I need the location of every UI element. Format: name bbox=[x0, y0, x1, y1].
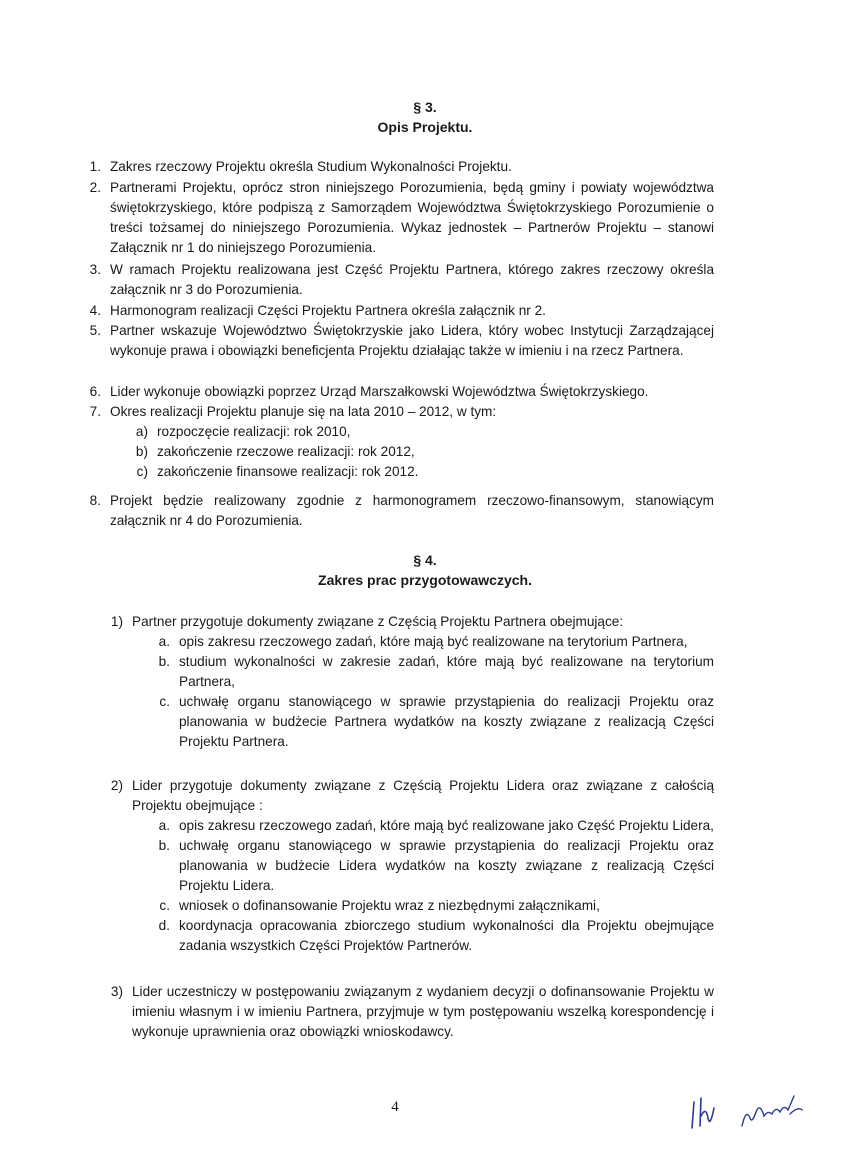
sublist-item-text: wniosek o dofinansowanie Projektu wraz z niezbędnymi załącznikami, bbox=[179, 898, 600, 913]
sublist-item-letter: c. bbox=[159, 898, 170, 913]
sublist-item bbox=[110, 442, 714, 462]
sublist bbox=[132, 816, 714, 956]
list-item-number: 4. bbox=[89, 303, 101, 318]
list-item-text bbox=[132, 612, 714, 752]
list-item bbox=[103, 776, 714, 956]
list-item-number: 3. bbox=[89, 262, 101, 277]
sublist-item-text: studium wykonalności w zakresie zadań, które mają być realizowane na terytorium Partnera, bbox=[179, 654, 714, 689]
list-item bbox=[84, 321, 714, 361]
sublist-item-letter: a. bbox=[158, 818, 170, 833]
section-4-heading: § 4. bbox=[413, 552, 437, 568]
list-item-text: Partnerami Projektu, oprócz stron niniejszego Porozumienia, będą gminy i powiaty województwa świętokrzyskiego, które podpiszą z Samorządem Województwa Świętokrzyskiego Porozumienie o treści tożsamej do niniejszego Porozumienia. Wykaz jednostek – Partnerów Projektu – stanowi Załącznik nr 1 do niniejszego Porozumienia. bbox=[110, 180, 714, 255]
list-item-text: Lider uczestniczy w postępowaniu związanym z wydaniem decyzji o dofinansowanie Projektu w imieniu własnym i w imieniu Partnera, przyjmuje w tym postępowaniu wszelką korespondencję i wykonuje uprawnienia oraz obowiązki wnioskodawcy. bbox=[132, 984, 714, 1039]
sublist-item-letter: b) bbox=[135, 444, 148, 459]
list-item-number: 3) bbox=[110, 984, 123, 999]
section-3-heading: § 3. bbox=[413, 99, 437, 115]
section-4-title: Zakres prac przygotowawczych. bbox=[318, 572, 532, 588]
list-item bbox=[84, 382, 714, 402]
sublist-item-text: koordynacja opracowania zbiorczego studium wykonalności dla Projektu obejmujące zadania wszystkich Części Projektów Partnerów. bbox=[179, 918, 714, 953]
list-item bbox=[84, 491, 714, 531]
sublist-item-text: uchwałę organu stanowiącego w sprawie przystąpienia do realizacji Projektu oraz planowania w budżecie Lidera wydatków na koszty związane z realizacją Części Projektu Lidera. bbox=[179, 838, 714, 893]
list-item-number: 8. bbox=[89, 493, 101, 508]
list-item-text: Harmonogram realizacji Części Projektu Partnera określa załącznik nr 2. bbox=[110, 303, 546, 318]
section-3-title: Opis Projektu. bbox=[377, 119, 473, 135]
sublist-item-letter: b. bbox=[158, 654, 170, 669]
list-item-number: 7. bbox=[89, 404, 101, 419]
sublist-item-letter: d. bbox=[158, 918, 170, 933]
list-item-text: W ramach Projektu realizowana jest Część Projektu Partnera, którego zakres rzeczowy określa załącznik nr 3 do Porozumienia. bbox=[110, 262, 714, 297]
sublist-item-text: rozpoczęcie realizacji: rok 2010, bbox=[157, 424, 351, 439]
list-item-text: Partner wskazuje Województwo Świętokrzyskie jako Lidera, który wobec Instytucji Zarządzającej wykonuje prawa i obowiązki beneficjenta Projektu działając także w imieniu i na rzecz Partnera. bbox=[110, 323, 714, 358]
sublist-item bbox=[132, 692, 714, 752]
list-item bbox=[84, 301, 714, 321]
list-item bbox=[103, 982, 714, 1042]
sublist-item-letter: b. bbox=[158, 838, 170, 853]
sublist-item bbox=[132, 816, 714, 836]
sublist-item-text: opis zakresu rzeczowego zadań, które mają być realizowane jako Część Projektu Lidera, bbox=[179, 818, 714, 833]
sublist-item-text: zakończenie finansowe realizacji: rok 2012. bbox=[157, 464, 419, 479]
sublist-item-letter: c. bbox=[159, 694, 170, 709]
sublist bbox=[132, 632, 714, 752]
list-item bbox=[84, 402, 714, 482]
section-3-header bbox=[0, 97, 850, 137]
sublist-item bbox=[132, 896, 714, 916]
sublist-item bbox=[110, 462, 714, 482]
list-item-number: 5. bbox=[89, 323, 101, 338]
sublist-item bbox=[132, 652, 714, 692]
list-item bbox=[103, 612, 714, 752]
list-item-text: Lider wykonuje obowiązki poprzez Urząd Marszałkowski Województwa Świętokrzyskiego. bbox=[110, 384, 649, 399]
handwritten-initials-signature bbox=[686, 1088, 836, 1138]
page-number: 4 bbox=[391, 1099, 399, 1115]
list-item-intro: Lider przygotuje dokumenty związane z Częścią Projektu Lidera oraz związane z całością Projektu obejmujące : bbox=[132, 778, 714, 813]
list-item-number: 2) bbox=[110, 778, 123, 793]
list-item bbox=[84, 157, 714, 177]
list-item-text bbox=[132, 776, 714, 956]
list-item-number: 2. bbox=[89, 180, 101, 195]
sublist-item bbox=[132, 916, 714, 956]
sublist-item-text: opis zakresu rzeczowego zadań, które mają być realizowane na terytorium Partnera, bbox=[179, 634, 688, 649]
list-item-number: 1) bbox=[110, 614, 123, 629]
list-item-text bbox=[110, 402, 714, 482]
sublist-item bbox=[132, 632, 714, 652]
section-4-header bbox=[0, 550, 850, 590]
list-item-text: Projekt będzie realizowany zgodnie z harmonogramem rzeczowo-finansowym, stanowiącym załącznik nr 4 do Porozumienia. bbox=[110, 493, 714, 528]
sublist bbox=[110, 422, 714, 482]
list-item-intro: Partner przygotuje dokumenty związane z Częścią Projektu Partnera obejmujące: bbox=[132, 614, 624, 629]
list-item bbox=[84, 260, 714, 300]
sublist-item bbox=[132, 836, 714, 896]
list-item-intro: Okres realizacji Projektu planuje się na lata 2010 – 2012, w tym: bbox=[110, 404, 497, 419]
sublist-item-text: uchwałę organu stanowiącego w sprawie przystąpienia do realizacji Projektu oraz planowania w budżecie Partnera wydatków na koszty związane z realizacją Części Projektu Partnera. bbox=[179, 694, 714, 749]
sublist-item-text: zakończenie rzeczowe realizacji: rok 2012, bbox=[157, 444, 415, 459]
list-item-number: 1. bbox=[89, 159, 101, 174]
sublist-item bbox=[110, 422, 714, 442]
sublist-item-letter: a) bbox=[135, 424, 148, 439]
list-item-number: 6. bbox=[89, 384, 101, 399]
list-item-text: Zakres rzeczowy Projektu określa Studium Wykonalności Projektu. bbox=[110, 159, 512, 174]
sublist-item-letter: c) bbox=[136, 464, 148, 479]
sublist-item-letter: a. bbox=[158, 634, 170, 649]
list-item bbox=[84, 178, 714, 258]
